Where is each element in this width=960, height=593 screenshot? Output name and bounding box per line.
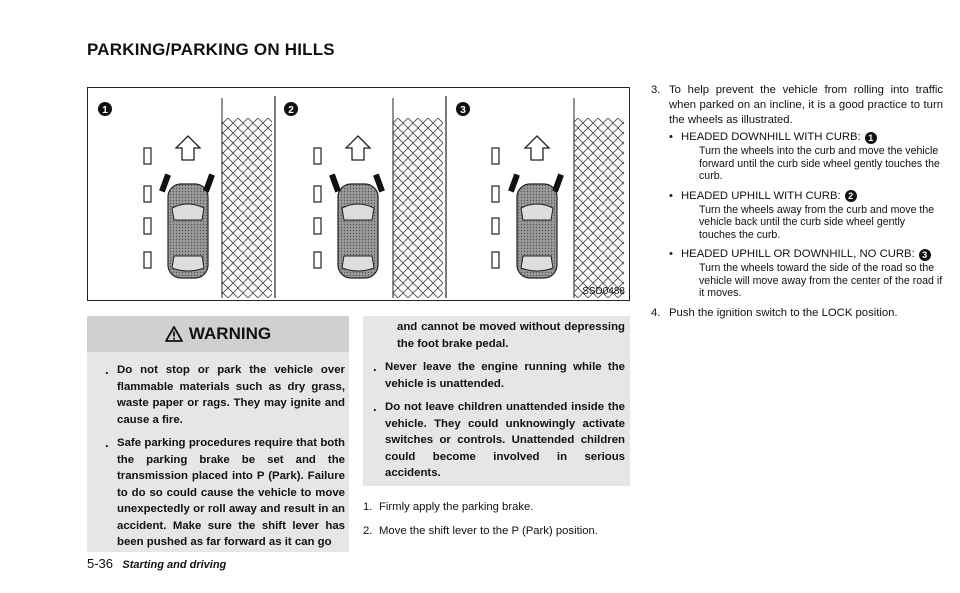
warning-item: . Safe parking procedures require that both the parking brake be set and the transmission placed into P (Park). Failure to do so could cause the vehicle to move unexpectedly or roll away and result in an accident. Make sure the shift lever has been pushed as far forward as it can go	[105, 435, 345, 548]
step-item: 4. Push the ignition switch to the LOCK position.	[651, 306, 898, 319]
steps-list	[363, 500, 633, 548]
step-item: 1. Firmly apply the parking brake.	[363, 501, 534, 513]
panel-number-1	[98, 102, 112, 116]
svg-text:3: 3	[460, 105, 466, 116]
sub-item: • HEADED UPHILL OR DOWNHILL, NO CURB: 3 Turn the wheels toward the side of the road so the vehicle will move away from the center of the road if it moves.	[669, 248, 943, 299]
figure-code: SSD0488	[582, 286, 625, 297]
step-item: 2. Move the shift lever to the P (Park) position.	[363, 525, 598, 537]
forward-arrow-2	[346, 136, 370, 160]
panel-3	[456, 98, 624, 298]
warning-box	[87, 316, 349, 552]
warning-title: WARNING	[188, 324, 272, 343]
section-name: Starting and driving	[122, 559, 227, 571]
warning-continuation: and cannot be moved without depressing the foot brake pedal.	[397, 321, 625, 350]
sub-item: • HEADED DOWNHILL WITH CURB: 1 Turn the wheels into the curb and move the vehicle forward until the curb side wheel gently touches the curb.	[669, 131, 940, 182]
sub-item: • HEADED UPHILL WITH CURB: 2 Turn the wheels away from the curb and move the vehicle back until the curb side wheel gently touches the curb.	[669, 189, 935, 241]
svg-text:1: 1	[102, 105, 108, 116]
panel-number-2	[284, 102, 298, 116]
forward-arrow-3	[525, 136, 549, 160]
page-number: 5-36	[87, 556, 114, 571]
parking-diagram	[88, 88, 631, 302]
page-title: PARKING/PARKING ON HILLS	[87, 40, 335, 59]
warning-item: . Do not leave children unattended inside the vehicle. They could unknowingly activate switches or controls. Unattended children could become involved in serious accidents.	[373, 399, 625, 479]
svg-text:2: 2	[288, 105, 294, 116]
circled-number-3: 3	[919, 249, 931, 261]
steps-list-right	[651, 83, 943, 321]
warning-box-continued	[363, 316, 630, 486]
panel-2	[284, 98, 443, 298]
panel-1	[98, 98, 272, 298]
parking-illustration	[87, 87, 630, 301]
warning-header	[87, 316, 349, 352]
warning-icon	[165, 326, 183, 342]
step-item: 3. To help prevent the vehicle from rolling into traffic when parked on an incline, it is a good practice to turn the wheels as illustrated.	[651, 84, 943, 126]
forward-arrow-1	[176, 136, 200, 160]
panel-number-3	[456, 102, 470, 116]
page-footer	[87, 556, 226, 571]
warning-item: . Do not stop or park the vehicle over flammable materials such as dry grass, waste paper or rags. They may ignite and cause a fire.	[105, 362, 345, 426]
circled-number-2: 2	[845, 190, 857, 202]
warning-item: . Never leave the engine running while the vehicle is unattended.	[373, 359, 625, 390]
circled-number-1: 1	[865, 132, 877, 144]
